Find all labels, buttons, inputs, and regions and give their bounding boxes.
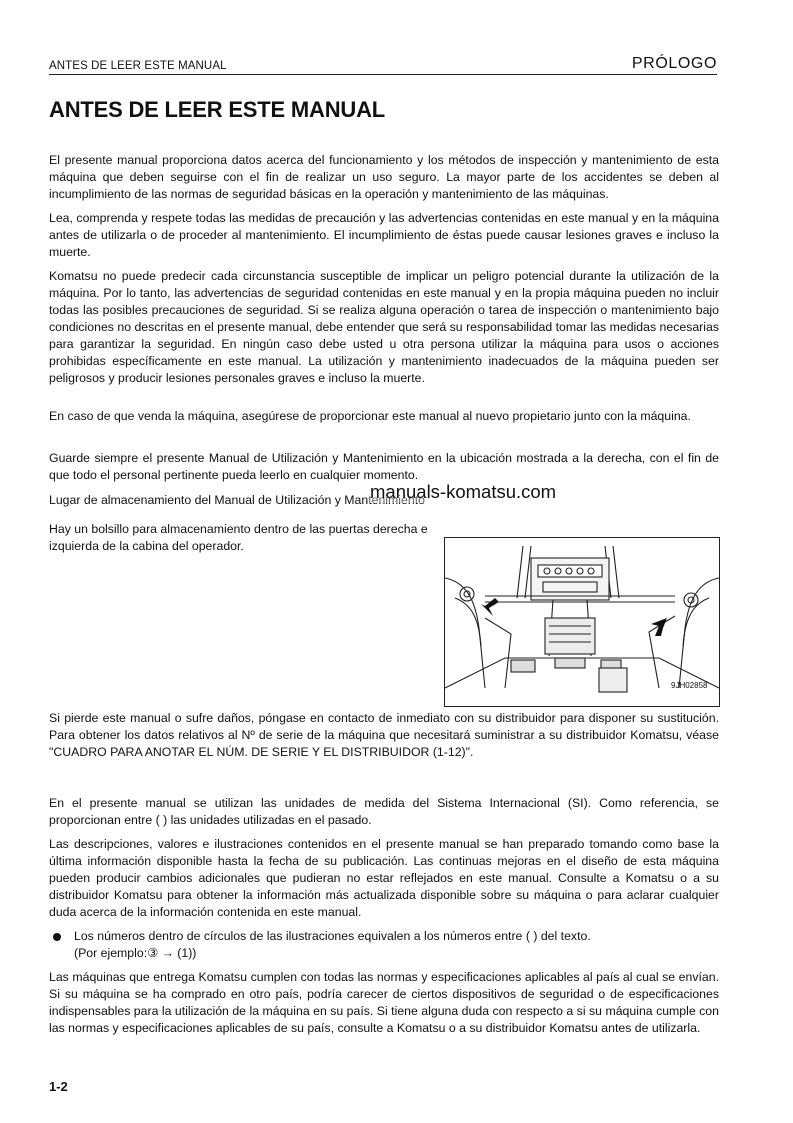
bullet-line-2: (Por ejemplo:③ → (1)) [74,946,197,960]
paragraph-descriptions: Las descripciones, valores e ilustraciones contenidos en el presente manual se han preparado tomando como base la última información disponible hasta la fecha de su publicación. Las continuas mejoras en el diseño de esta máquina pueden producir cambios adicionales que pudieran no estar reflejados en este manual. Consulte a Komatsu o a su distribuidor Komatsu para obtener la información más actualizada disponible sobre su máquina o para aclarar cualquier duda acerca de la información contenida en este manual. [49,837,719,919]
paragraph-precautions: Lea, comprenda y respete todas las medidas de precaución y las advertencias contenidas en este manual y en la máquina antes de utilizarla o de proceder al mantenimiento. El incumplimiento de éstas puede causar lesiones graves e incluso la muerte. [49,211,719,259]
paragraph-lost-manual: Si pierde este manual o sufre daños, póngase en contacto de inmediato con su distribuidor para disponer su sustitución. Para obtener los datos relativos al Nº de serie de la máquina que necesitará suministrar a su distribuidor Komatsu, véase "CUADRO PARA ANOTAR EL NÚM. DE SERIE Y EL DISTRIBUIDOR (1-12)". [49,711,719,759]
page-number: 1-2 [49,1079,68,1094]
header-divider [49,74,717,75]
running-header-right: PRÓLOGO [631,55,717,72]
paragraph-compliance: Las máquinas que entrega Komatsu cumplen con todas las normas y especificaciones aplicables al país al cual se envían. Si su máquina se ha comprado en otro país, podría carecer de ciertos dispositivos de seguridad o de especificaciones indispensables para la utilización de la máquina en su país. Si tiene alguna duda con respecto a si su máquina cumple con las normas y especificaciones aplicables de su país, consulte a Komatsu o a su distribuidor Komatsu antes de utilizarla. [49,970,719,1035]
paragraph-storage: Guarde siempre el presente Manual de Utilización y Mantenimiento en la ubicación mostrada a la derecha, con el fin de que todo el personal pertinente pueda leerlo en cualquier momento. [49,451,719,482]
left-pocket-arrow [481,598,499,616]
running-header-left: ANTES DE LEER ESTE MANUAL [49,60,227,72]
cab-storage-illustration [444,537,720,707]
paragraph-responsibility: Komatsu no puede predecir cada circunstancia susceptible de implicar un peligro potencial durante la utilización de la máquina. Por lo tanto, las advertencias de seguridad contenidas en este manual y en la propia máquina pueden no incluir todas las posibles precauciones de seguridad. Si se realiza alguna operación o tarea de inspección o mantenimiento bajo condiciones no descritas en el presente manual, debe entender que será su responsabilidad tomar las medidas necesarias para garantizar la seguridad. En ningún caso debe usted u otra persona utilizar la máquina para usos o acciones prohibidas específicamente en este manual. La utilización y mantenimiento inadecuados de la máquina pueden ser peligrosos y producir lesiones personales graves e incluso la muerte. [49,269,719,385]
paragraph-storage-pocket: Hay un bolsillo para almacenamiento dentro de las puertas derecha e izquierda de la cabina del operador. [49,522,428,553]
right-pocket-arrow [651,618,667,636]
page-title: ANTES DE LEER ESTE MANUAL [49,97,386,122]
paragraph-units: En el presente manual se utilizan las unidades de medida del Sistema Internacional (SI). Como referencia, se proporcionan entre ( ) las unidades utilizadas en el pasado. [49,796,719,827]
cab-interior-drawing [445,538,719,706]
watermark-link[interactable]: manuals-komatsu.com [370,481,557,502]
paragraph-intro: El presente manual proporciona datos acerca del funcionamiento y los métodos de inspección y mantenimiento de esta máquina que deben seguirse con el fin de realizar un uso seguro. La mayor parte de los accidentes se deben al incumplimiento de las normas de seguridad básicas en la operación y mantenimiento de las máquinas. [49,153,719,201]
paragraph-storage-location: Lugar de almacenamiento del Manual de Utilización y Mantenimiento [49,493,425,507]
paragraph-sale: En caso de que venda la máquina, asegúrese de proporcionar este manual al nuevo propietario junto con la máquina. [49,409,691,423]
bullet-line-1: Los números dentro de círculos de las ilustraciones equivalen a los números entre ( ) del texto. [74,929,591,943]
bullet-icon [53,933,61,941]
figure-code: 9JH02858 [671,681,708,690]
